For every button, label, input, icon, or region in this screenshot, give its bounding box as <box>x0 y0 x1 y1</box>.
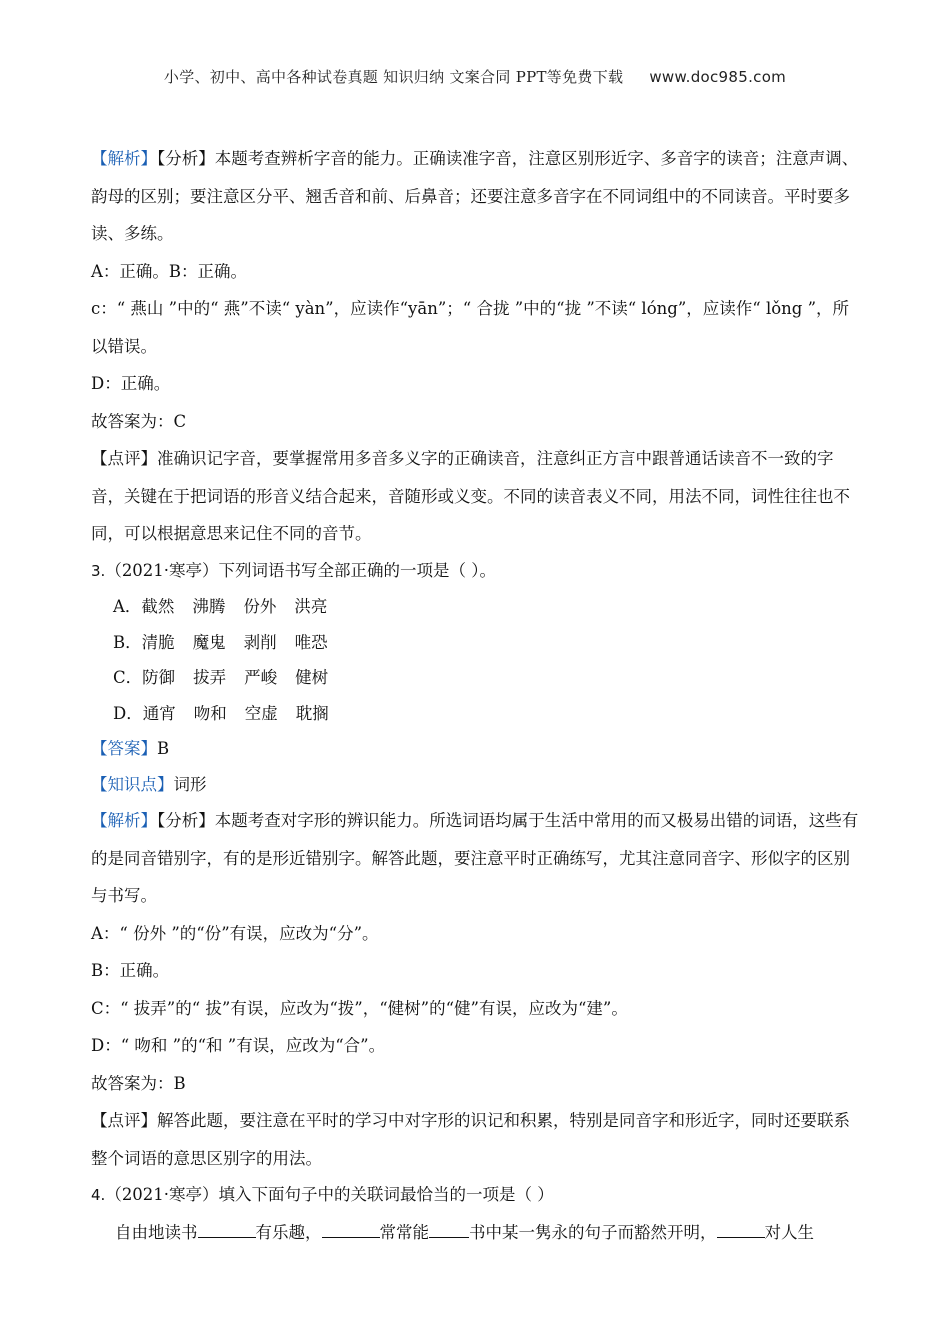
q3-comment <box>91 1102 861 1177</box>
sentence-segment: 自由地读书 <box>115 1222 198 1242</box>
analysis-text: 【分析】本题考查辨析字音的能力。正确读准字音，注意区别形近字、多音字的读音；注意声调、韵母的区别；要注意区分平、翘舌音和前、后鼻音；还要注意多音字在不同词组中的不同读音。平时要多读、多练。 <box>91 149 859 243</box>
option-label: D． <box>113 703 143 723</box>
q2-analysis <box>91 140 861 253</box>
q3-analysis <box>91 802 861 915</box>
comment-text: 解答此题，要注意在平时的学习中对字形的识记和积累，特别是同音字和形近字，同时还要联系整个词语的意思区别字的用法。 <box>91 1111 850 1168</box>
option-label: C． <box>113 668 143 687</box>
question-number: 4. <box>91 1186 106 1204</box>
question-stem: （2021·寒亭）下列词语书写全部正确的一项是（ ）。 <box>105 560 497 580</box>
q3-answer <box>91 731 861 767</box>
sentence-segment: 有乐趣， <box>255 1222 322 1242</box>
fill-blank[interactable] <box>717 1219 765 1238</box>
option-word: 魔鬼 <box>192 632 226 652</box>
comment-tag: 【点评】 <box>91 1111 157 1130</box>
comment-tag: 【点评】 <box>91 449 157 468</box>
option-label: B． <box>113 632 142 652</box>
option-word: 剥削 <box>243 632 277 652</box>
option-word: 份外 <box>243 597 277 616</box>
answer-tag: 【答案】 <box>91 739 157 758</box>
analysis-text: 【分析】本题考查对字形的辨识能力。所选词语均属于生活中常用的而又极易出错的词语，这些有的是同音错别字，有的是形近错别字。解答此题，要注意平时正确练写，尤其注意同音字、形似字的区别与书写。 <box>91 811 859 905</box>
fill-blank[interactable] <box>429 1219 469 1238</box>
q2-line-c: c：“ 燕山 ”中的“ 燕”不读“ yàn”，应读作“yān”；“ 合拢 ”中的“拢 ”不读“ lóng”，应读作“ lǒng ”，所以错误。 <box>91 299 850 356</box>
header-url[interactable]: www.doc985.com <box>649 68 787 86</box>
q4-stem <box>91 1177 861 1214</box>
knowledge-point-tag: 【知识点】 <box>91 774 174 794</box>
page-header <box>0 66 950 87</box>
question-number: 3. <box>91 561 106 580</box>
q3-option-a <box>113 589 861 625</box>
option-word: 空虚 <box>244 703 278 723</box>
sentence-segment: 书中某一隽永的句子而豁然开明， <box>469 1222 717 1242</box>
analysis-tag: 【解析】 <box>91 811 157 830</box>
sentence-segment: 常常能 <box>379 1222 429 1242</box>
q2-answer-line: 故答案为：C <box>91 411 187 431</box>
q3-option-b <box>113 625 861 661</box>
option-word: 严峻 <box>244 668 278 687</box>
q2-line-ab: A：正确。B：正确。 <box>91 261 248 281</box>
q3-option-d <box>113 696 861 732</box>
option-word: 唯恐 <box>294 632 328 652</box>
option-word: 吻和 <box>193 703 227 723</box>
option-word: 健树 <box>295 668 329 687</box>
option-word: 拔弄 <box>193 668 227 687</box>
q3-stem <box>91 553 861 590</box>
comment-text: 准确识记字音，要掌握常用多音多义字的正确读音，注意纠正方言中跟普通话读音不一致的字音，关键在于把词语的形音义结合起来，音随形或义变。不同的读音表义不同，用法不同，词性往往也不同，可以根据意思来记住不同的音节。 <box>91 449 850 543</box>
q3-answer-line: 故答案为：B <box>91 1073 186 1093</box>
option-word: 耽搁 <box>295 703 329 723</box>
knowledge-point-value: 词形 <box>173 774 207 794</box>
option-label: A． <box>113 597 142 616</box>
fill-blank[interactable] <box>198 1219 256 1238</box>
sentence-segment: 对人生 <box>764 1222 814 1242</box>
analysis-tag: 【解析】 <box>91 149 157 168</box>
option-word: 截然 <box>141 597 175 616</box>
document-body <box>91 140 861 1251</box>
option-word: 防御 <box>142 668 176 687</box>
fill-blank[interactable] <box>322 1219 380 1238</box>
q3-line-b: B：正确。 <box>91 961 170 980</box>
q2-comment <box>91 440 861 553</box>
q3-knowledge-point <box>91 767 861 803</box>
answer-value: B <box>157 739 170 758</box>
q3-line-d: D：“ 吻和 ”的“和 ”有误，应改为“合”。 <box>91 1036 386 1055</box>
option-word: 沸腾 <box>192 597 226 616</box>
q2-line-d: D：正确。 <box>91 374 171 393</box>
question-stem: （2021·寒亭）填入下面句子中的关联词最恰当的一项是（ ） <box>105 1185 554 1204</box>
option-word: 清脆 <box>141 632 175 652</box>
option-word: 洪亮 <box>294 597 328 616</box>
header-text: 小学、初中、高中各种试卷真题 知识归纳 文案合同 PPT等免费下载 <box>163 68 624 86</box>
q3-line-a: A：“ 份外 ”的“份”有误，应改为“分”。 <box>91 923 379 943</box>
option-word: 通宵 <box>142 703 176 723</box>
q4-sentence <box>91 1214 861 1252</box>
q3-line-c: C：“ 拔弄”的“ 拔”有误，应改为“拨”，“健树”的“健”有误，应改为“建”。 <box>91 998 628 1018</box>
q3-option-c <box>113 660 861 696</box>
